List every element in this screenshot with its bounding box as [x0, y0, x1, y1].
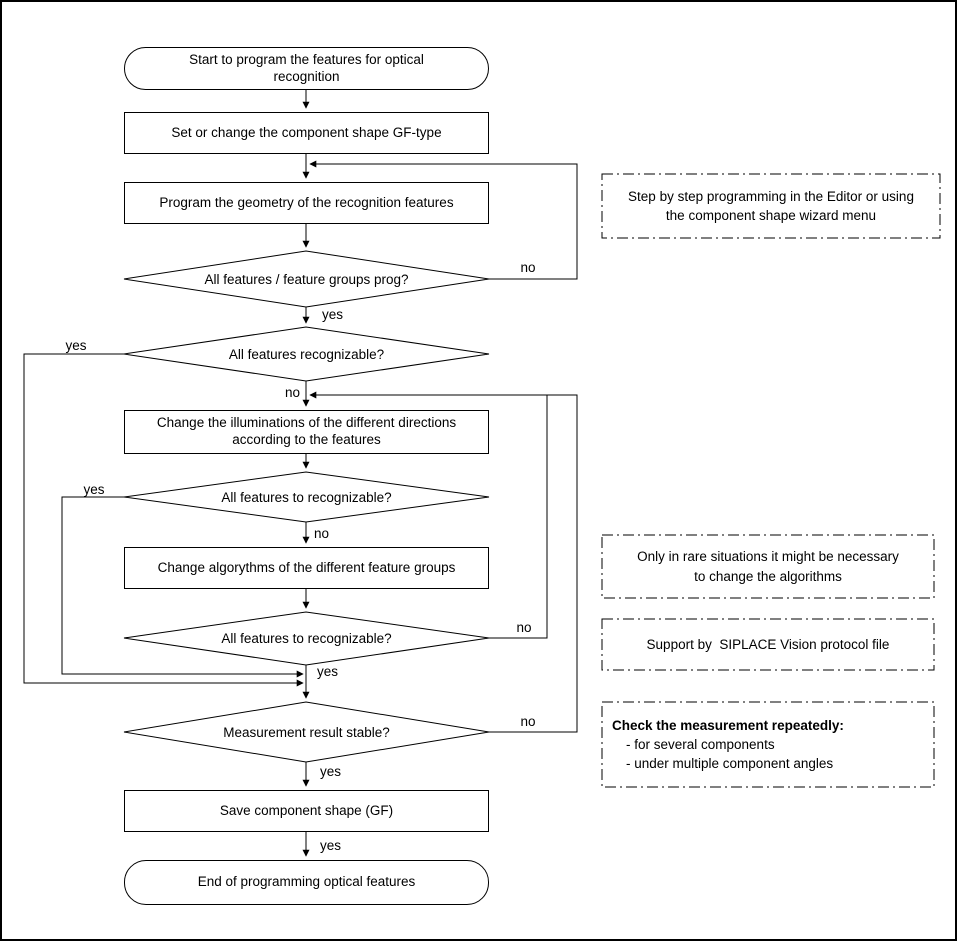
process-save-shape: Save component shape (GF): [124, 790, 489, 832]
terminator-start: Start to program the features for optical recognition: [124, 47, 489, 90]
process-change-illuminations: Change the illuminations of the different directions according to the features: [124, 410, 489, 454]
annotation-check-measurement-item-2: - under multiple component angles: [626, 756, 834, 772]
branch-label-no-decision3: no: [314, 526, 330, 541]
annotation-rare-algorithms: Only in rare situations it might be necessary to change the algorithms: [637, 549, 899, 584]
annotation-check-measurement: [602, 702, 934, 787]
decision-features-programmed: All features / feature groups prog?: [204, 271, 409, 287]
loop-decision4-no-to-illuminations: [489, 395, 547, 638]
branch-label-yes-decision3: yes: [83, 482, 105, 497]
branch-label-yes-measurement: yes: [320, 764, 342, 779]
process-program-geometry: Program the geometry of the recognition features: [124, 182, 489, 224]
decision-recognizable-after-illumination: All features to recognizable?: [221, 489, 392, 505]
decision-features-recognizable: All features recognizable?: [228, 346, 385, 362]
annotation-check-measurement-title: Check the measurement repeatedly:: [612, 717, 844, 733]
annotation-editor-wizard: Step by step programming in the Editor or using the component shape wizard menu: [628, 188, 914, 223]
branch-label-no-decision1: no: [520, 260, 536, 275]
terminator-end: End of programming optical features: [124, 860, 489, 905]
decision-recognizable-after-algorithms: All features to recognizable?: [221, 631, 392, 646]
branch-label-yes-decision2: yes: [65, 338, 87, 353]
annotation-check-measurement-item-1: - for several components: [626, 736, 775, 752]
annotation-vision-protocol: Support by SIPLACE Vision protocol file: [646, 636, 890, 652]
branch-label-no-decision2: no: [284, 385, 300, 400]
branch-label-yes-save: yes: [320, 838, 342, 853]
decision-measurement-stable: Measurement result stable?: [223, 724, 390, 740]
branch-label-no-measurement: no: [520, 714, 536, 729]
branch-label-yes-decision4: yes: [317, 664, 339, 679]
process-set-shape: Set or change the component shape GF-type: [124, 112, 489, 154]
branch-label-no-decision4: no: [516, 620, 532, 635]
branch-label-yes-decision1: yes: [322, 307, 344, 322]
process-change-algorithms: Change algorythms of the different feature groups: [124, 547, 489, 589]
